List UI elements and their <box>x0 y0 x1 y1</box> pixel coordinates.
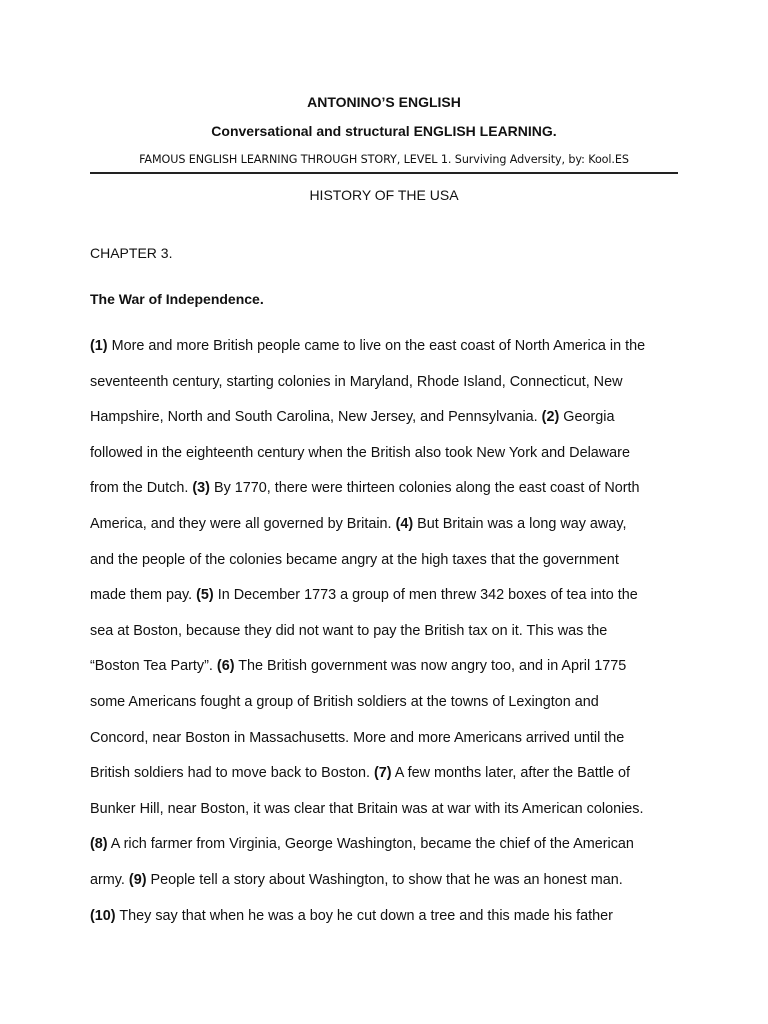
body-text-run: America, and they were all governed by Britain. <box>90 515 396 532</box>
sentence-number: (4) <box>395 515 414 532</box>
chapter-subheading: The War of Independence. <box>90 291 264 307</box>
body-line <box>90 336 680 372</box>
body-text-run: some Americans fought a group of British soldiers at the towns of Lexington and <box>90 693 599 710</box>
body-text-run: sea at Boston, because they did not want to pay the British tax on it. This was the <box>90 622 608 639</box>
body-text-run: Concord, near Boston in Massachusetts. More and more Americans arrived until the <box>90 729 625 746</box>
body-text-run: from the Dutch. <box>90 480 193 497</box>
body-line <box>90 585 680 621</box>
body-line <box>90 407 680 443</box>
body-text-run: The British government was now angry too, and in April 1775 <box>234 658 627 675</box>
body-text-run: A few months later, after the Battle of <box>391 765 630 782</box>
body-line <box>90 550 680 586</box>
sentence-number: (10) <box>90 907 116 924</box>
body-text-run: and the people of the colonies became angry at the high taxes that the government <box>90 551 619 568</box>
body-text-run: Bunker Hill, near Boston, it was clear that Britain was at war with its American colonies. <box>90 800 644 817</box>
body-line <box>90 870 680 906</box>
body-text-run: Hampshire, North and South Carolina, New Jersey, and Pennsylvania. <box>90 409 542 426</box>
body-text-run: followed in the eighteenth century when the British also took New York and Delaware <box>90 444 630 461</box>
body-text-run: “Boston Tea Party”. <box>90 658 217 675</box>
body-text-run: People tell a story about Washington, to show that he was an honest man. <box>146 871 623 888</box>
body-line <box>90 834 680 870</box>
body-text-run: Georgia <box>559 409 615 426</box>
body-text-run: army. <box>90 871 129 888</box>
section-title: HISTORY OF THE USA <box>309 187 459 203</box>
body-line <box>90 443 680 479</box>
body-line <box>90 799 680 835</box>
sentence-number: (8) <box>90 836 108 853</box>
series-line: FAMOUS ENGLISH LEARNING THROUGH STORY, LEVEL 1. Surviving Adversity, by: Kool.ES <box>139 153 629 166</box>
sentence-number: (7) <box>373 765 392 782</box>
body-line <box>90 906 680 942</box>
body-line <box>90 372 680 408</box>
document-subtitle: Conversational and structural ENGLISH LEARNING. <box>211 123 557 139</box>
body-line <box>90 656 680 692</box>
body-line <box>90 763 680 799</box>
body-line <box>90 728 680 764</box>
body-text-run: By 1770, there were thirteen colonies along the east coast of North <box>209 480 640 497</box>
sentence-number: (3) <box>192 480 210 497</box>
body-line <box>90 692 680 728</box>
body-line <box>90 478 680 514</box>
sentence-number: (2) <box>541 409 560 426</box>
body-paragraph <box>90 336 680 941</box>
body-text-run: They say that when he was a boy he cut down a tree and this made his father <box>115 907 613 924</box>
document-title: ANTONINO’S ENGLISH <box>307 94 461 110</box>
body-text-run: More and more British people came to live on the east coast of North America in the <box>107 338 646 354</box>
sentence-number: (6) <box>216 658 235 675</box>
sentence-number: (5) <box>196 587 214 604</box>
sentence-number: (9) <box>128 871 147 888</box>
body-text-run: seventeenth century, starting colonies in Maryland, Rhode Island, Connecticut, New <box>90 373 623 390</box>
chapter-heading: CHAPTER 3. <box>90 245 173 261</box>
body-line <box>90 514 680 550</box>
body-text-run: British soldiers had to move back to Boston. <box>90 765 374 782</box>
body-text-run: A rich farmer from Virginia, George Washington, became the chief of the American <box>107 836 634 853</box>
body-text-run: made them pay. <box>90 587 197 604</box>
sentence-number: (1) <box>90 338 108 354</box>
body-line <box>90 621 680 657</box>
body-text-run: But Britain was a long way away, <box>413 515 627 532</box>
header-divider <box>90 172 678 174</box>
body-text-run: In December 1773 a group of men threw 342 boxes of tea into the <box>213 587 638 604</box>
